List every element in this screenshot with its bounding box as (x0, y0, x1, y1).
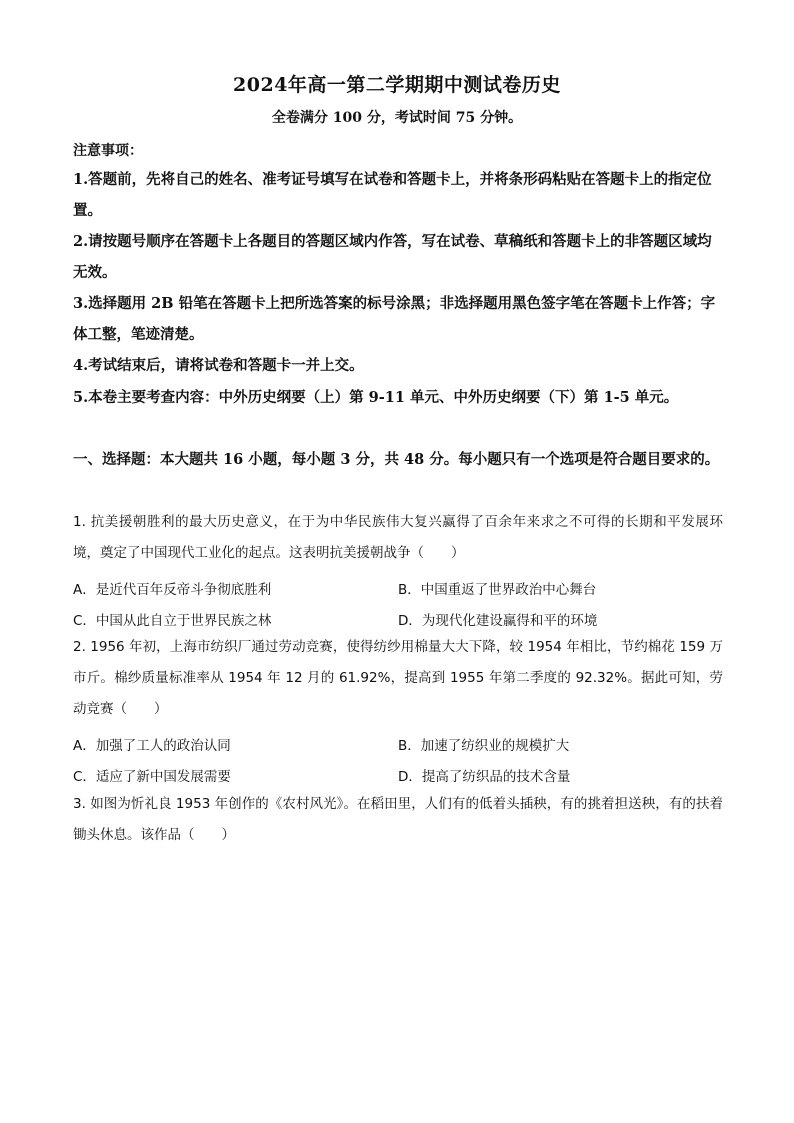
question-1-option-c: C．中国从此自立于世界民族之林 (73, 613, 272, 629)
question-2-option-c: C．适应了新中国发展需要 (73, 769, 231, 785)
page-title: 2024年高一第二学期期中测试卷历史 (233, 74, 561, 96)
section-heading: 一、选择题：本大题共 16 小题，每小题 3 分，共 48 分。每小题只有一个选项是符合题目要求的。 (73, 451, 720, 468)
question-2-option-b: B．加速了纺织业的规模扩大 (398, 738, 570, 754)
note-item-5: 5.本卷主要考查内容：中外历史纲要（上）第 9-11 单元、中外历史纲要（下）第 1-5 单元。 (73, 389, 679, 406)
note-item-2: 2.请按题号顺序在答题卡上各题目的答题区域内作答，写在试卷、草稿纸和答题卡上的非答题区域均无效。 (73, 233, 712, 281)
note-item-4: 4.考试结束后，请将试卷和答题卡一并上交。 (73, 357, 364, 374)
question-2-stem: 2. 1956 年初，上海市纺织厂通过劳动竞赛，使得纺纱用棉量大大下降，较 1954 年相比，节约棉花 159 万市斤。棉纱质量标准率从 1954 年 12 月的 61.92%，提高到 1955 年第二季度的 92.32%。据此可知，劳动竞赛（ ） (73, 639, 723, 717)
question-1-stem: 1. 抗美援朝胜利的最大历史意义，在于为中华民族伟大复兴赢得了百余年来求之不可得的长期和平发展环境，奠定了中国现代工业化的起点。这表明抗美援朝战争（ ） (73, 514, 723, 561)
note-item-1: 1.答题前，先将自己的姓名、准考证号填写在试卷和答题卡上，并将条形码粘贴在答题卡上的指定位置。 (73, 171, 712, 219)
question-2-option-d: D．提高了纺织品的技术含量 (398, 769, 571, 785)
question-3-stem: 3. 如图为忻礼良 1953 年创作的《农村风光》。在稻田里，人们有的低着头插秧，有的挑着担送秧，有的扶着锄头休息。该作品（ ） (73, 796, 723, 843)
question-1-option-d: D．为现代化建设赢得和平的环境 (398, 613, 598, 629)
question-1-option-a: A．是近代百年反帝斗争彻底胜利 (73, 582, 272, 598)
question-2-option-a: A．加强了工人的政治认同 (73, 738, 231, 754)
note-item-3: 3.选择题用 2B 铅笔在答题卡上把所选答案的标号涂黑；非选择题用黑色签字笔在答题卡上作答；字体工整，笔迹清楚。 (73, 295, 716, 343)
question-1-option-b: B．中国重返了世界政治中心舞台 (398, 582, 597, 598)
exam-subtitle: 全卷满分 100 分，考试时间 75 分钟。 (271, 110, 523, 126)
notes-heading: 注意事项： (73, 143, 143, 159)
